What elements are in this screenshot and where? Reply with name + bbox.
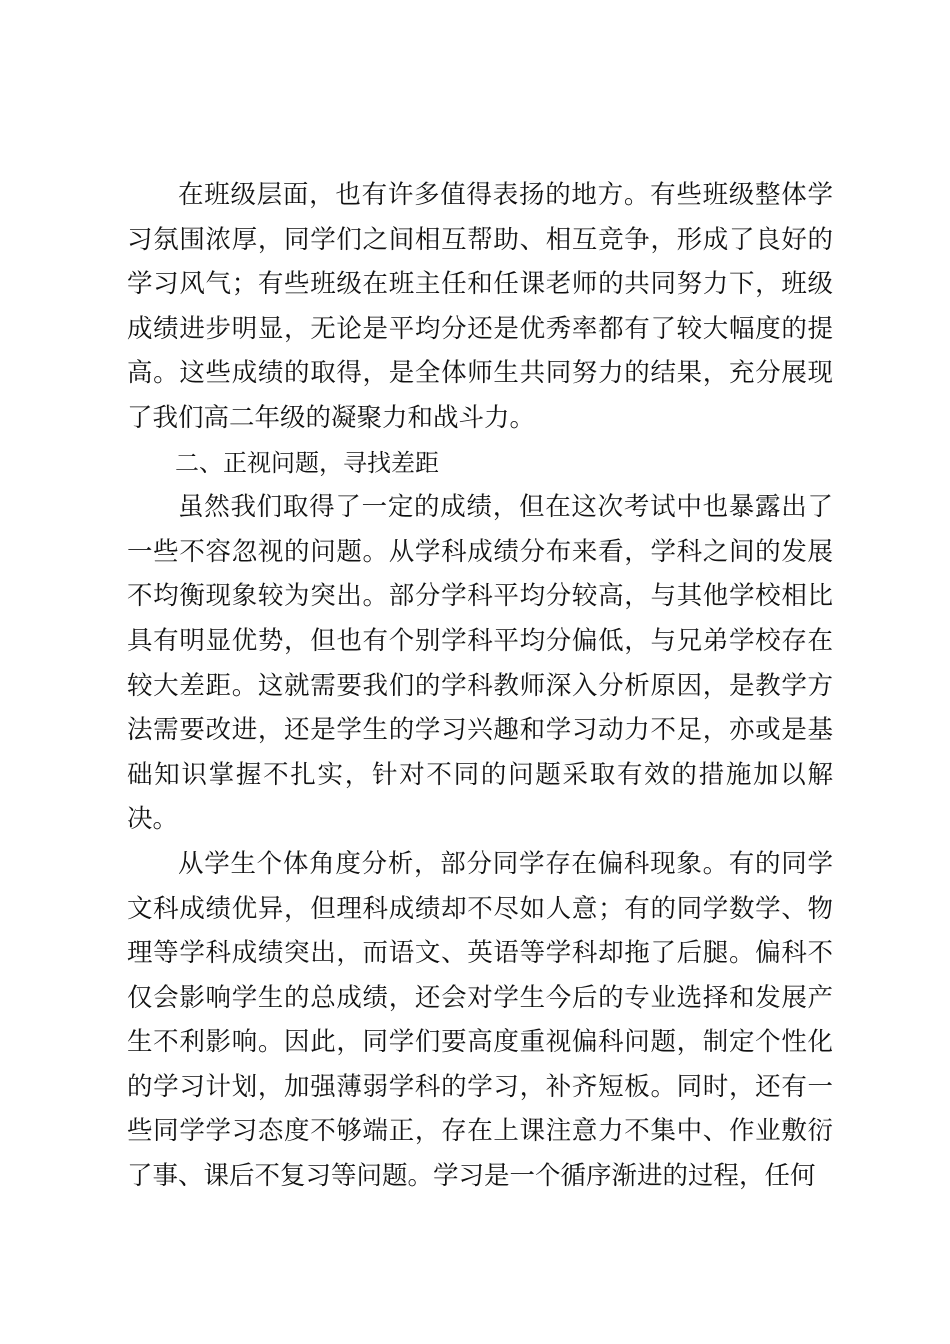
document-body: [127, 173, 833, 1199]
paragraph-class-level: 在班级层面，也有许多值得表扬的地方。有些班级整体学习氛围浓厚，同学们之间相互帮助、相互竞争，形成了良好的学习风气；有些班级在班主任和任课老师的共同努力下，班级成绩进步明显，无论是平均分还是优秀率都有了较大幅度的提高。这些成绩的取得，是全体师生共同努力的结果，充分展现了我们高二年级的凝聚力和战斗力。: [127, 180, 833, 433]
paragraph-student-analysis: 从学生个体角度分析，部分同学存在偏科现象。有的同学文科成绩优异，但理科成绩却不尽如人意；有的同学数学、物理等学科成绩突出，而语文、英语等学科却拖了后腿。偏科不仅会影响学生的总成绩，还会对学生今后的专业选择和发展产生不利影响。因此，同学们要高度重视偏科问题，制定个性化的学习计划，加强薄弱学科的学习，补齐短板。同时，还有一些同学学习态度不够端正，存在上课注意力不集中、作业敷衍了事、课后不复习等问题。学习是一个循序渐进的过程，任何: [127, 848, 833, 1192]
paragraph-problems: 虽然我们取得了一定的成绩，但在这次考试中也暴露出了一些不容忽视的问题。从学科成绩分布来看，学科之间的发展不均衡现象较为突出。部分学科平均分较高，与其他学校相比具有明显优势，但也有个别学科平均分偏低，与兄弟学校存在较大差距。这就需要我们的学科教师深入分析原因，是教学方法需要改进，还是学生的学习兴趣和学习动力不足，亦或是基础知识掌握不扎实，针对不同的问题采取有效的措施加以解决。: [127, 492, 833, 835]
section-heading: 二、正视问题，寻找差距: [175, 448, 439, 477]
